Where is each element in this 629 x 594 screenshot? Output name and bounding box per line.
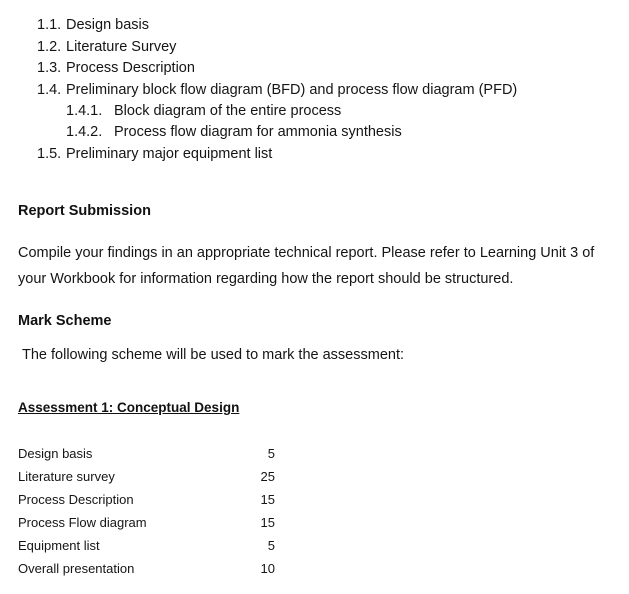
toc-text: Block diagram of the entire process	[114, 103, 342, 119]
assessment-title: Assessment 1: Conceptual Design	[18, 400, 240, 415]
criterion-label: Process Flow diagram	[18, 515, 147, 530]
toc-item-1-1	[37, 16, 149, 34]
toc-number: 1.3.	[37, 60, 62, 76]
criterion-marks: 15	[260, 492, 275, 507]
table-row	[18, 445, 275, 463]
criterion-marks: 10	[260, 561, 275, 576]
toc-text: Design basis	[66, 17, 150, 33]
table-row	[18, 514, 275, 532]
criterion-label: Overall presentation	[18, 561, 135, 576]
toc-number: 1.5.	[37, 146, 62, 162]
report-submission-line-1: Compile your findings in an appropriate technical report. Please refer to Learning Unit 3 of	[18, 245, 595, 261]
criterion-marks: 5	[267, 446, 275, 461]
toc-number: 1.2.	[37, 39, 62, 55]
toc-text: Literature Survey	[66, 39, 177, 55]
toc-item-1-5	[37, 145, 272, 163]
table-row	[18, 560, 275, 578]
toc-text: Preliminary major equipment list	[66, 146, 273, 162]
criterion-marks: 15	[260, 515, 275, 530]
mark-scheme-heading: Mark Scheme	[18, 313, 112, 329]
toc-number: 1.4.1.	[66, 103, 103, 119]
criterion-label: Design basis	[18, 446, 93, 461]
toc-item-1-3	[37, 59, 195, 77]
toc-text: Process flow diagram for ammonia synthesis	[114, 124, 402, 140]
table-row	[18, 491, 275, 509]
table-row	[18, 468, 275, 486]
criterion-label: Literature survey	[18, 469, 115, 484]
criterion-marks: 25	[260, 469, 275, 484]
toc-text: Preliminary block flow diagram (BFD) and process flow diagram (PFD)	[66, 82, 518, 98]
mark-scheme-intro: The following scheme will be used to mark the assessment:	[22, 347, 405, 363]
toc-number: 1.1.	[37, 17, 62, 33]
report-submission-body	[18, 240, 624, 292]
criterion-label: Equipment list	[18, 538, 100, 553]
criterion-label: Process Description	[18, 492, 134, 507]
report-submission-heading: Report Submission	[18, 203, 151, 219]
criterion-marks: 5	[267, 538, 275, 553]
report-submission-line-2: your Workbook for information regarding how the report should be structured.	[18, 271, 514, 287]
table-row	[18, 537, 275, 555]
toc-item-1-4-2	[66, 123, 402, 141]
toc-number: 1.4.	[37, 82, 62, 98]
toc-item-1-2	[37, 38, 176, 56]
toc-text: Process Description	[66, 60, 195, 76]
toc-item-1-4	[37, 81, 517, 99]
toc-item-1-4-1	[66, 102, 341, 120]
toc-number: 1.4.2.	[66, 124, 103, 140]
